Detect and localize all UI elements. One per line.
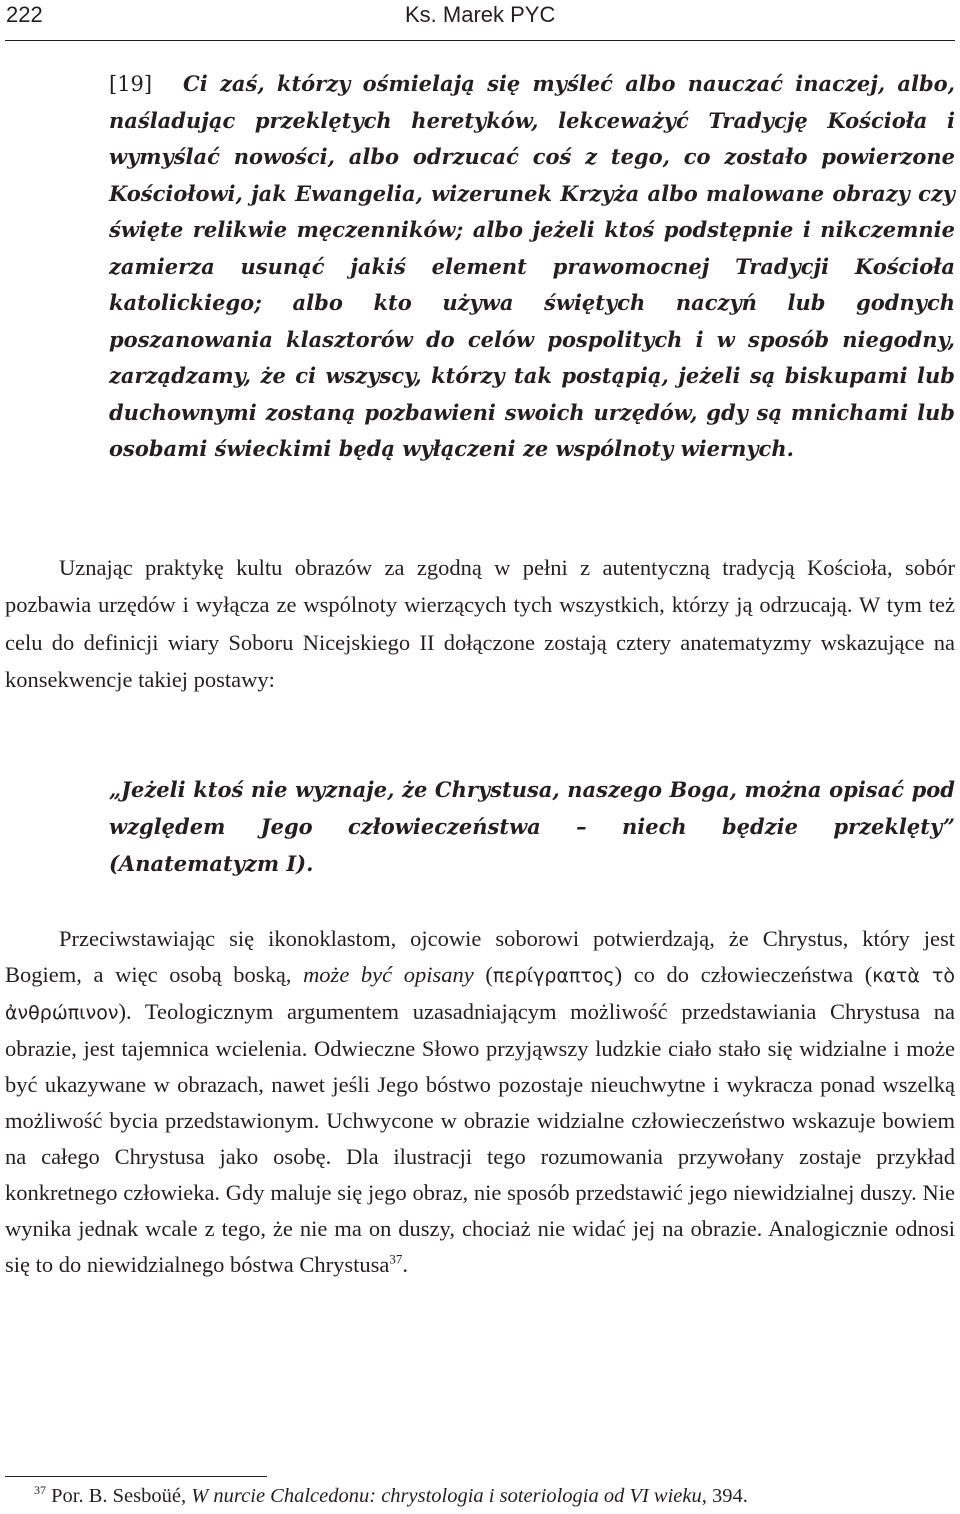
quote-text: Ci zaś, którzy ośmielają się myśleć albo nauczać inaczej, albo, naśladując przeklętych heretyków, lekceważyć Tradycję Kościoła i wymyślać nowości, albo odrzucać coś z tego, co zostało powierzone Kościołowi, jak Ewangelia, wizerunek Krzyża albo malowane obrazy czy święte relikwie męczenników; albo jeżeli ktoś podstępnie i nikczemnie zamierza usunąć jakiś element prawomocnej Tradycji Kościoła katolickiego; albo kto używa świętych naczyń lub godnych poszanowania klasztorów do celów pospolitych i w sposób niegodny, zarządzamy, że ci wszyscy, którzy tak postąpią, jeżeli są biskupami lub duchownymi zostaną pozbawieni swoich urzędów, gdy są mnichami lub osobami świeckimi będą wyłączeni ze wspólnoty wiernych. <box>109 71 955 461</box>
paragraph-end: . <box>402 1252 408 1277</box>
header-rule <box>5 40 955 41</box>
quote-number: [19] <box>109 72 153 96</box>
quote-canon-19 <box>109 66 955 468</box>
quote-anathema-1: „Jeżeli ktoś nie wyznaje, że Chrystusa, naszego Boga, można opisać pod względem Jego człowieczeństwa – niech będzie przeklęty” (Anatematyzm I). <box>109 777 955 876</box>
body-paragraph-2 <box>5 921 955 1283</box>
page-header <box>0 0 960 40</box>
footnote-suffix: , 394. <box>701 1485 748 1507</box>
page-number: 222 <box>6 2 43 27</box>
greek-phrase: κατὰ τὸ ἀνθρώπινον <box>5 965 955 1024</box>
footnote-rule <box>5 1476 267 1477</box>
emphasis-text: może być opisany <box>303 962 474 987</box>
greek-term: περίγραπτος <box>492 965 615 987</box>
paragraph-text: Przeciwstawiając się ikonoklastom, ojcowie soborowi potwierdzają, że Chrystus, który jest Bogiem, a więc osobą boską, <box>5 926 955 987</box>
body-paragraph-1: Uznając praktykę kultu obrazów za zgodną w pełni z autentyczną tradycją Kościoła, sobór pozbawia urzędów i wyłącza ze wspólnoty wierzących tych wszystkich, którzy ją odrzucają. W tym też celu do definicji wiary Soboru Nicejskiego II dołączone zostają cztery anatematyzmy wskazujące na konsekwencje takiej postawy: <box>5 555 955 692</box>
footnote-number: 37 <box>34 1483 46 1498</box>
paragraph-text: ( <box>473 962 493 987</box>
footnote-title: W nurcie Chalcedonu: chrystologia i soteriologia od VI wieku <box>191 1485 702 1507</box>
running-head: Ks. Marek PYC <box>405 2 556 27</box>
footnote-reference: 37 <box>389 1251 403 1267</box>
paragraph-text: ) co do człowieczeństwa ( <box>614 962 873 987</box>
paragraph-text: ). Teologicznym argumentem uzasadniającym możliwość przedstawiania Chrystusa na obrazie, jest tajemnica wcielenia. Odwieczne Słowo przyjąwszy ludzkie ciało stało się widzialne i może być ukazywane w obrazach, nawet jeśli Jego bóstwo pozostaje nieuchwytne i wykracza ponad wszelką możliwość bycia przedstawionym. Uchwycone w obrazie widzialne człowieczeństwo wskazuje bowiem na całego Chrystusa jako osobę. Dla ilustracji tego rozumowania przywołany zostaje przykład konkretnego człowieka. Gdy maluje się jego obraz, nie sposób przedstawić jego niewidzialnej duszy. Nie wynika jednak wcale z tego, że nie ma on duszy, chociaż nie widać jej na obrazie. Analogicznie odnosi się to do niewidzialnego bóstwa Chrystusa <box>5 999 955 1277</box>
footnote <box>34 1482 955 1510</box>
footnote-prefix: Por. B. Sesboüé, <box>46 1485 192 1507</box>
